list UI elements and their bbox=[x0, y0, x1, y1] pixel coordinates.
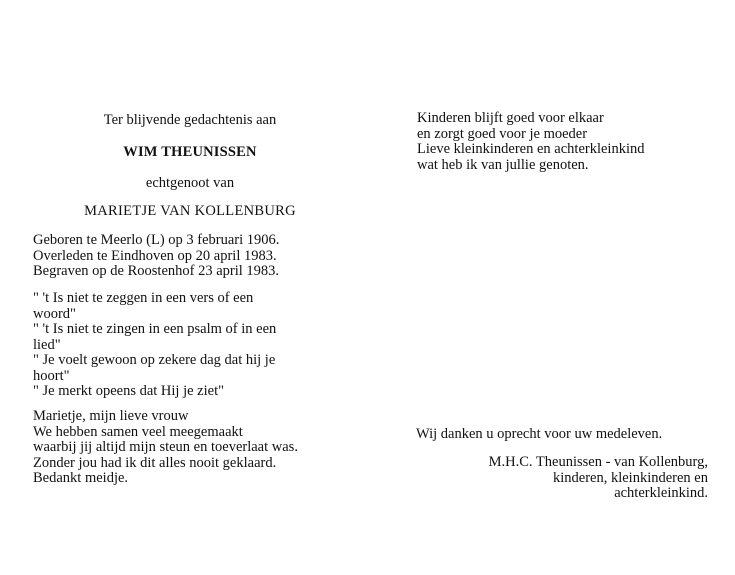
poem-line: " Je voelt gewoon op zekere dag dat hij je bbox=[33, 352, 276, 368]
thanks-text: Wij danken u oprecht voor uw medeleven. bbox=[416, 426, 663, 442]
personal-message bbox=[33, 409, 298, 487]
birth-line: Geboren te Meerlo (L) op 3 februari 1906. bbox=[33, 232, 280, 248]
message-line: We hebben samen veel meegemaakt bbox=[33, 423, 243, 440]
verse-line: Kinderen blijft goed voor elkaar bbox=[417, 110, 604, 126]
poem-line: lied" bbox=[33, 336, 61, 353]
message-line: Zonder jou had ik dit alles nooit geklaard. bbox=[33, 454, 277, 471]
memorial-heading: Ter blijvende gedachtenis aan bbox=[103, 112, 277, 128]
signature-line: kinderen, kleinkinderen en bbox=[552, 469, 708, 486]
message-line: waarbij jij altijd mijn steun en toeverlaat was. bbox=[33, 439, 298, 455]
life-dates bbox=[33, 233, 279, 280]
poem-line: " Je merkt opeens dat Hij je ziet" bbox=[33, 383, 225, 399]
verse-line: wat heb ik van jullie genoten. bbox=[417, 156, 589, 173]
relation-text: echtgenoot van bbox=[145, 175, 235, 191]
verse-line: Lieve kleinkinderen en achterkleinkind bbox=[417, 141, 645, 157]
signature bbox=[420, 455, 708, 502]
signature-line: achterkleinkind. bbox=[614, 485, 708, 501]
poem bbox=[33, 291, 276, 400]
poem-line: " 't Is niet te zeggen in een vers of een bbox=[33, 290, 254, 306]
family-verse bbox=[417, 111, 644, 173]
message-line: Marietje, mijn lieve vrouw bbox=[33, 408, 189, 424]
poem-line: woord" bbox=[33, 305, 76, 322]
poem-line: " 't Is niet te zingen in een psalm of in een bbox=[33, 321, 277, 337]
deceased-name: WIM THEUNISSEN bbox=[123, 144, 257, 160]
poem-line: hoort" bbox=[33, 367, 70, 384]
verse-line: en zorgt goed voor je moeder bbox=[417, 125, 588, 142]
spouse-name: MARIETJE VAN KOLLENBURG bbox=[84, 203, 296, 219]
burial-line: Begraven op de Roostenhof 23 april 1983. bbox=[33, 263, 280, 279]
death-line: Overleden te Eindhoven op 20 april 1983. bbox=[33, 247, 277, 264]
message-line: Bedankt meidje. bbox=[33, 470, 129, 486]
signature-line: M.H.C. Theunissen - van Kollenburg, bbox=[488, 454, 708, 470]
